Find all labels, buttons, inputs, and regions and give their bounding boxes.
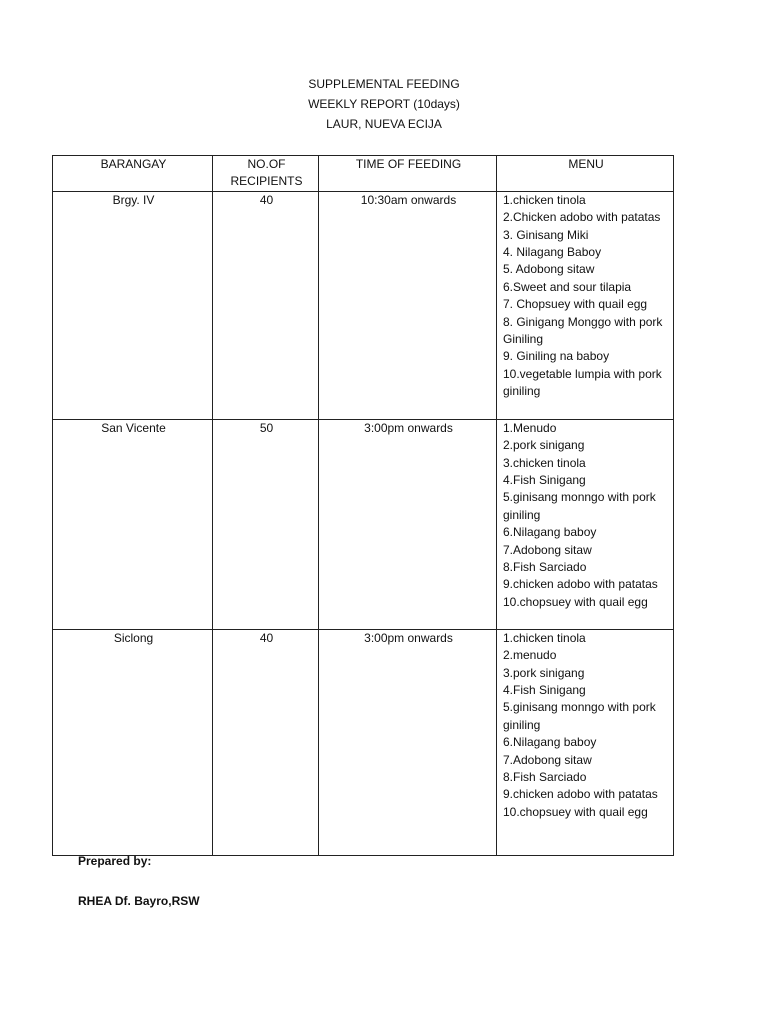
feeding-table [52,155,674,856]
menu-item: 4. Nilagang Baboy [503,245,602,260]
time-cell: 3:00pm onwards [319,629,497,855]
menu-item: 4.Fish Sinigang [503,473,586,488]
menu-item: 2.menudo [503,648,557,663]
menu-item: 1.Menudo [503,420,557,435]
menu-item: 4.Fish Sinigang [503,683,586,698]
menu-cell [497,419,674,629]
menu-item: 10.chopsuey with quail egg [503,804,648,819]
menu-item: 8.Fish Sarciado [503,770,587,785]
menu-list [503,192,669,401]
menu-item: 2.pork sinigang [503,438,585,453]
menu-list [503,420,669,611]
menu-item: 3. Ginisang Miki [503,227,589,242]
menu-item: 7.Adobong sitaw [503,752,592,767]
menu-item: 3.pork sinigang [503,665,585,680]
column-header-menu: MENU [497,156,674,192]
column-header-barangay: BARANGAY [53,156,213,192]
menu-item: 7. Chopsuey with quail egg [503,297,648,312]
menu-item: 6.Sweet and sour tilapia [503,279,632,294]
menu-item: 7.Adobong sitaw [503,542,592,557]
menu-item: 5. Adobong sitaw [503,262,595,277]
barangay-cell: Siclong [53,629,213,855]
menu-item: 9.chicken adobo with patatas [503,787,658,802]
report-location: LAUR, NUEVA ECIJA [326,117,442,131]
table-header-row [53,156,674,192]
menu-list [503,630,669,821]
menu-item: 5.ginisang monngo with pork giniling [503,490,656,522]
prepared-by-label: Prepared by: [78,854,152,868]
menu-item: 8.Fish Sarciado [503,560,587,575]
time-cell: 3:00pm onwards [319,419,497,629]
menu-item: 9. Giniling na baboy [503,349,610,364]
report-title: SUPPLEMENTAL FEEDING [308,77,460,91]
menu-item: 1.chicken tinola [503,192,586,207]
recipients-cell: 40 [213,191,319,419]
recipients-cell: 50 [213,419,319,629]
report-header [0,74,768,134]
menu-item: 3.chicken tinola [503,455,586,470]
table-row [53,191,674,419]
barangay-cell: San Vicente [53,419,213,629]
menu-item: 6.Nilagang baboy [503,525,597,540]
menu-cell [497,629,674,855]
menu-item: 10.chopsuey with quail egg [503,594,648,609]
recipients-cell: 40 [213,629,319,855]
menu-item: 2.Chicken adobo with patatas [503,210,661,225]
menu-item: 5.ginisang monngo with pork giniling [503,700,656,732]
preparer-name: RHEA Df. Bayro,RSW [78,894,200,908]
menu-item: 6.Nilagang baboy [503,735,597,750]
menu-item: 10.vegetable lumpia with pork giniling [503,366,662,399]
menu-cell [497,191,674,419]
column-header-recipients: NO.OF RECIPIENTS [213,156,319,192]
barangay-cell: Brgy. IV [53,191,213,419]
table-row [53,419,674,629]
column-header-time: TIME OF FEEDING [319,156,497,192]
menu-item: 1.chicken tinola [503,630,586,645]
menu-item: 9.chicken adobo with patatas [503,577,658,592]
report-subtitle: WEEKLY REPORT (10days) [308,97,460,111]
time-cell: 10:30am onwards [319,191,497,419]
table-row [53,629,674,855]
menu-item: 8. Ginigang Monggo with pork Giniling [503,314,663,347]
